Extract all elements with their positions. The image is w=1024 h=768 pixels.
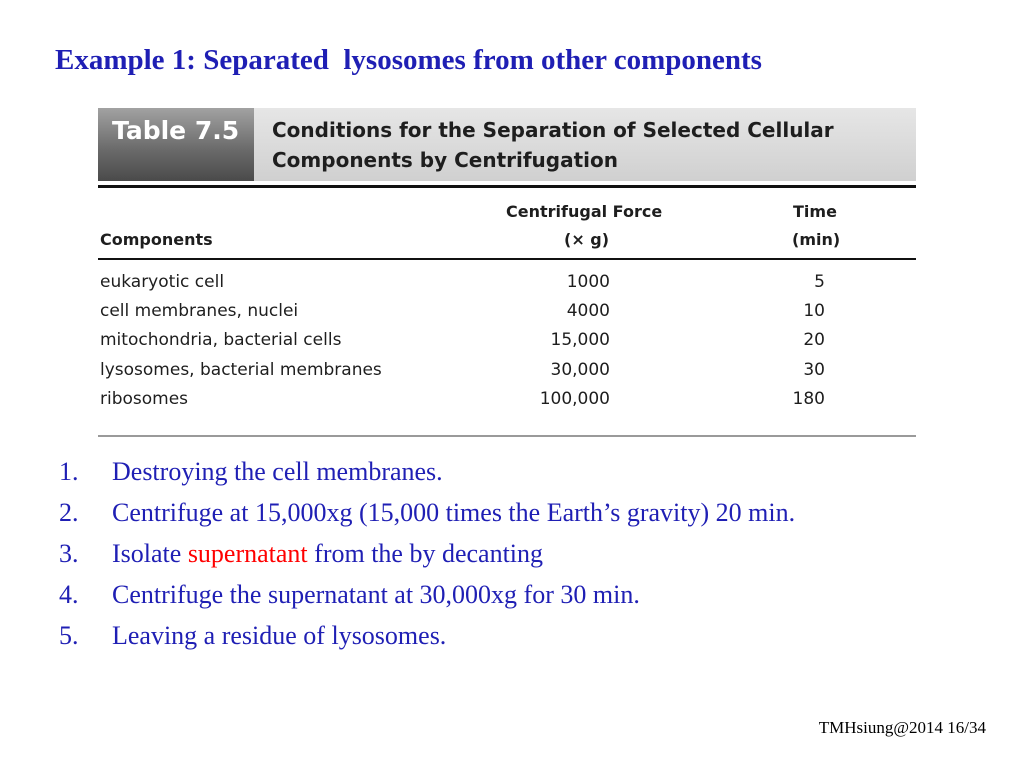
step-number: 5. [59, 621, 79, 650]
cell-force: 1000 [566, 271, 610, 292]
step-text: Destroying the cell membranes. [112, 457, 443, 486]
cell-force: 100,000 [539, 389, 610, 410]
slide-title: Example 1: Separated lysosomes from other components [55, 44, 762, 76]
table-title-line-2: Components by Centrifugation [272, 148, 619, 172]
step-item [59, 533, 959, 574]
cell-force: 4000 [566, 301, 610, 322]
step-number: 3. [59, 539, 79, 568]
cell-time: 30 [803, 359, 825, 380]
header-time: Time [793, 202, 837, 221]
table-row [98, 355, 916, 384]
centrifugation-table [98, 108, 916, 437]
step-number: 1. [59, 457, 79, 486]
step-text-before: Isolate [112, 539, 188, 568]
highlighted-term: supernatant [187, 539, 308, 568]
step-item [59, 492, 959, 533]
cell-component: lysosomes, bacterial membranes [100, 359, 382, 380]
cell-time: 5 [814, 271, 825, 292]
step-number: 4. [59, 580, 79, 609]
table-title-line-1: Conditions for the Separation of Selected Cellular [272, 118, 834, 142]
step-item [59, 574, 959, 615]
cell-force: 15,000 [550, 330, 610, 351]
header-force: Centrifugal Force [506, 202, 663, 221]
table-title [254, 108, 916, 181]
cell-time: 20 [803, 330, 825, 351]
step-text: Centrifuge the supernatant at 30,000xg for 30 min. [112, 580, 640, 609]
step-text: Leaving a residue of lysosomes. [112, 621, 447, 650]
step-item [59, 451, 959, 492]
table-caption [98, 108, 916, 181]
cell-component: ribosomes [100, 389, 189, 410]
step-text: Centrifuge at 15,000xg (15,000 times the Earth’s gravity) 20 min. [112, 498, 796, 527]
table-row [98, 326, 916, 355]
table-header-row [98, 188, 916, 258]
header-components: Components [100, 230, 213, 249]
table-row [98, 385, 916, 414]
step-text [112, 533, 959, 574]
slide-footer: TMHsiung@2014 16/34 [818, 718, 986, 737]
table-row [98, 267, 916, 296]
cell-component: mitochondria, bacterial cells [100, 330, 342, 351]
header-force-unit: (× g) [564, 230, 610, 249]
step-text-after: from the by decanting [307, 539, 544, 568]
cell-component: eukaryotic cell [100, 271, 225, 292]
table-label: Table 7.5 [98, 108, 254, 181]
cell-time: 10 [803, 301, 825, 322]
table-bottom-rule [98, 435, 916, 437]
table-row [98, 296, 916, 325]
cell-component: cell membranes, nuclei [100, 301, 299, 322]
procedure-steps [59, 451, 959, 656]
cell-force: 30,000 [550, 359, 610, 380]
step-item [59, 615, 959, 656]
table-body [98, 260, 916, 414]
header-time-unit: (min) [792, 230, 841, 249]
step-number: 2. [59, 498, 79, 527]
cell-time: 180 [792, 389, 825, 410]
